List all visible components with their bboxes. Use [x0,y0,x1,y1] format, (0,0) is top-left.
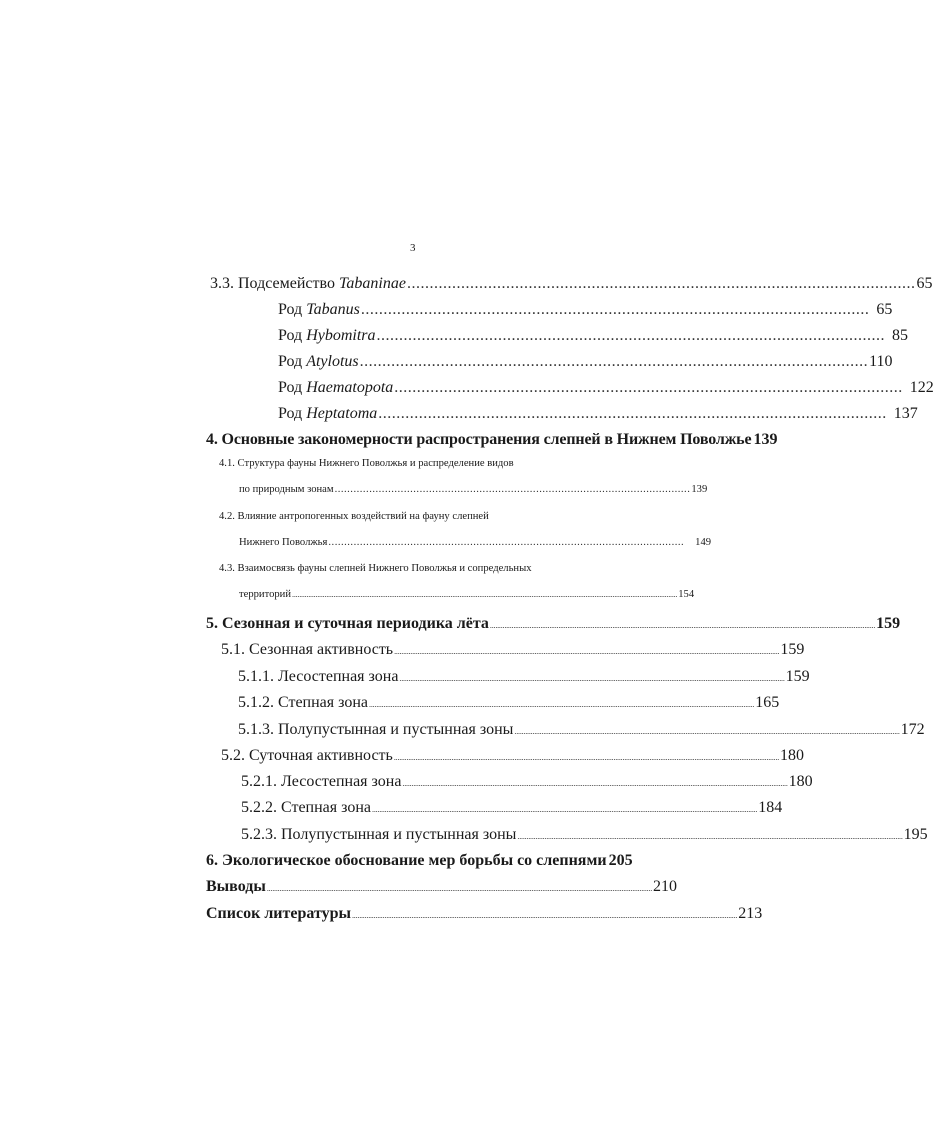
toc-entry-page: 149 [695,537,712,548]
toc-entry-3-3[interactable] [210,275,933,293]
toc-entry-page: 180 [788,773,813,790]
toc-entry-title: 5.1.3. Полупустынная и пустынная зоны [238,721,514,738]
toc-leader-dots: ...................................................................................................................................................................................................................... [292,590,678,599]
toc-entry-title: 5.2.1. Лесостепная зона [241,773,402,790]
toc-entry-page: 110 [869,353,893,370]
toc-entry-4-3-title[interactable]: 4.3. Взаимосвязь фауны слепней Нижнего Поволжья и сопредельных [219,563,532,574]
toc-entry-5-1-2[interactable] [238,694,780,712]
toc-entry-title: территорий [239,589,292,600]
toc-entry-title: 5.1.2. Степная зона [238,694,369,711]
toc-entry-title: 5. Сезонная и суточная периодика лёта [206,615,489,632]
toc-entry-page: 159 [780,641,805,658]
toc-chapter-5[interactable] [206,615,901,633]
toc-entry-page: 154 [678,589,695,600]
toc-entry-5-2-1[interactable] [241,773,813,791]
toc-leader-dots: ...................................................................................................................................................................................................................... [372,805,758,814]
page-number: 3 [410,242,416,254]
toc-entry-4-2[interactable] [239,537,712,548]
toc-leader-dots: ...................................................................................................................................................................................................................... [402,779,788,788]
toc-entry-title: Род [278,379,307,396]
toc-entry-title: Род [278,301,307,318]
toc-leader-dots: ...................................................................................................................................................................................................................... [517,832,903,841]
toc-entry-title: Выводы [206,878,266,895]
toc-entry-title: Род [278,405,307,422]
toc-entry-page: 139 [753,431,778,448]
toc-leader-dots: ...................................................................................................................................................................................................................... [266,884,653,893]
toc-entry-page: 85 [892,327,909,344]
toc-leader-dots: ................................................................................................................. [406,275,916,292]
toc-entry-4-2-title[interactable]: 4.2. Влияние антропогенных воздействий на фауну слепней [219,511,489,522]
toc-entry-5-1-3[interactable] [238,721,925,739]
toc-leader-dots: ................................................................................................................. [334,484,691,495]
toc-leader-dots: ...................................................................................................................................................................................................................... [369,700,755,709]
toc-entry-page: 210 [653,878,678,895]
toc-leader-dots: ................................................................................................................. [360,301,870,318]
toc-entry-tabanus[interactable] [278,301,893,319]
toc-leader-dots: ...................................................................................................................................................................................................................... [352,911,738,920]
toc-entry-taxon: Tabanus [306,301,360,318]
toc-entry-title: 5.2.3. Полупустынная и пустынная зоны [241,826,517,843]
toc-leader-dots: ...................................................................................................................................................................................................................... [393,753,780,762]
toc-entry-hybomitra[interactable] [278,327,909,345]
toc-entry-page: 165 [755,694,780,711]
toc-entry-taxon: Atylotus [306,353,359,370]
toc-entry-page: 139 [691,484,708,495]
toc-entry-page: 65 [876,301,893,318]
toc-entry-title: 5.1. Сезонная активность [221,641,394,658]
toc-entry-title: Нижнего Поволжья [239,537,328,548]
toc-leader-dots: ................................................................................................................. [376,327,886,344]
toc-entry-4-3[interactable] [239,589,695,600]
toc-entry-page: 184 [758,799,783,816]
toc-entry-page: 195 [903,826,928,843]
toc-entry-title: по природным зонам [239,484,334,495]
toc-leader-dots: ................................................................................................................. [378,405,887,422]
toc-entry-title: 5.2.2. Степная зона [241,799,372,816]
toc-leader-dots: ................................................................................................................. [359,353,869,370]
toc-entry-5-2-3[interactable] [241,826,928,844]
toc-entry-page: 159 [785,668,810,685]
toc-entry-4-1[interactable] [239,484,708,495]
toc-entry-page: 122 [909,379,934,396]
toc-entry-page: 137 [893,405,918,422]
toc-chapter-6[interactable] [206,852,633,870]
toc-conclusions[interactable] [206,878,678,896]
toc-leader-dots: ...................................................................................................................................................................................................................... [394,647,780,656]
toc-entry-title: Род [278,353,307,370]
toc-leader-dots: ...................................................................................................................................................................................................................... [399,674,785,683]
toc-entry-title: 4. Основные закономерности распространения слепней в Нижнем Поволжье [206,431,752,448]
toc-entry-haematopota[interactable] [278,379,934,397]
toc-entry-heptatoma[interactable] [278,405,918,423]
toc-entry-5-1[interactable] [221,641,805,659]
toc-entry-4-1-title[interactable]: 4.1. Структура фауны Нижнего Поволжья и распределение видов [219,458,514,469]
toc-entry-page: 159 [876,615,901,632]
toc-entry-taxon: Heptatoma [306,405,378,422]
toc-entry-taxon: Tabaninae [338,275,406,292]
toc-leader-dots: ................................................................................................................. [394,379,903,396]
toc-entry-atylotus[interactable] [278,353,893,371]
toc-entry-page: 172 [900,721,925,738]
toc-entry-title: 6. Экологическое обоснование мер борьбы со слепнями [206,852,607,869]
toc-entry-page: 180 [780,747,805,764]
toc-entry-title: 5.2. Суточная активность [221,747,393,764]
toc-entry-title: Список литературы [206,905,351,922]
toc-leader-dots: ................................................................................................................. [328,537,685,548]
toc-entry-title: Род [278,327,307,344]
toc-leader-dots: ...................................................................................................................................................................................................................... [489,621,876,630]
toc-entry-page: 213 [738,905,763,922]
toc-entry-title: 5.1.1. Лесостепная зона [238,668,399,685]
toc-entry-5-2[interactable] [221,747,805,765]
toc-entry-taxon: Hybomitra [306,327,376,344]
toc-entry-page: 65 [916,275,933,292]
toc-leader-dots: ...................................................................................................................................................................................................................... [514,727,900,736]
toc-entry-5-1-1[interactable] [238,668,810,686]
toc-entry-title: 3.3. Подсемейство [210,275,339,292]
toc-references[interactable] [206,905,763,923]
toc-entry-5-2-2[interactable] [241,799,783,817]
toc-entry-page: 205 [608,852,633,869]
toc-chapter-4[interactable] [206,431,778,449]
toc-entry-taxon: Haematopota [306,379,394,396]
